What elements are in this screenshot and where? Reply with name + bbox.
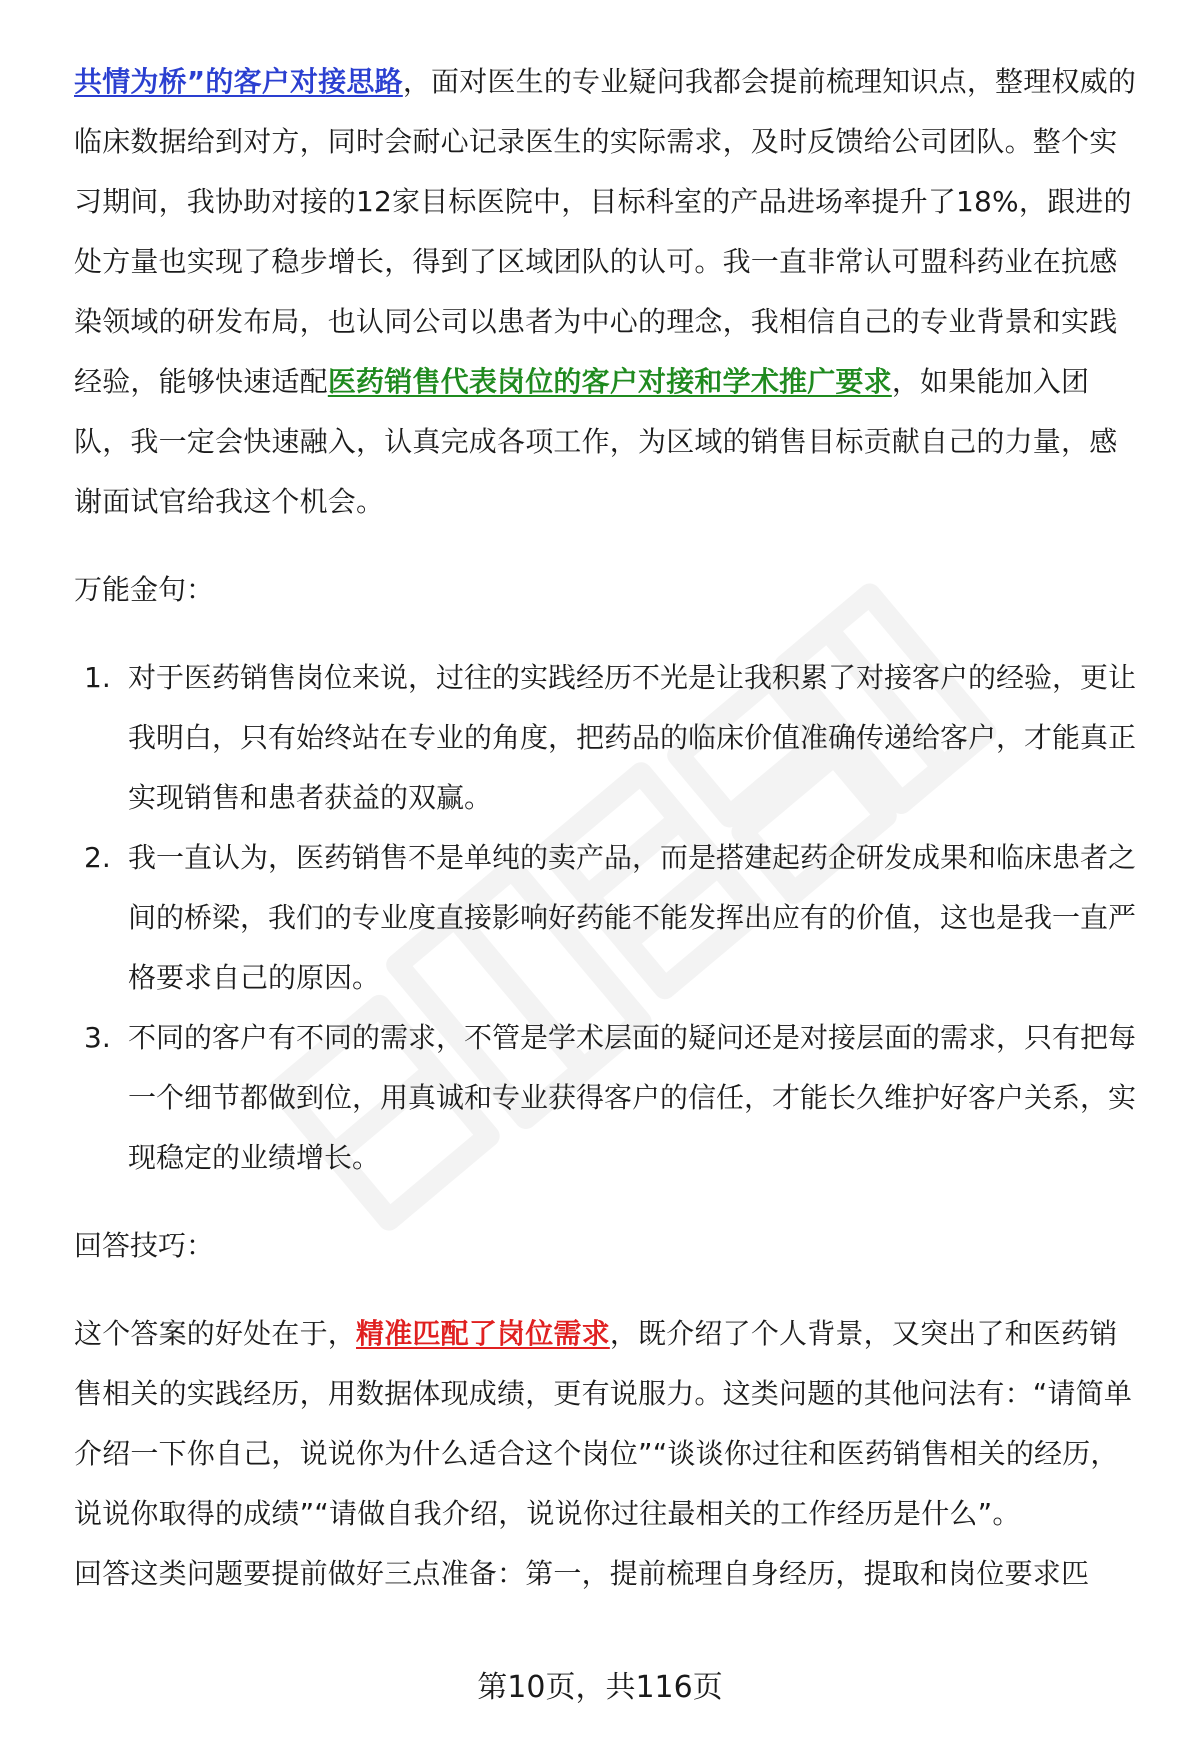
list-item-text: 对于医药销售岗位来说，过往的实践经历不光是让我积累了对接客户的经验，更让我明白，只有始终站在专业的角度，把药品的临床价值准确传递给客户，才能真正实现销售和患者获益的双赢。 [128,661,1137,814]
highlight-role-requirements: 医药销售代表岗位的客户对接和学术推广要求 [327,365,892,398]
list-item [74,648,1144,828]
page-footer: 第10页，共116页 [477,1670,723,1705]
list-item-number: 1. [84,661,111,694]
golden-sentences-label: 万能金句： [74,573,215,606]
golden-sentences-list [74,648,1144,1188]
list-item [74,828,1144,1008]
intro-text-2: ，如果能加入团队，我一定会快速融入，认真完成各项工作，为区域的销售目标贡献自己的力量，感谢面试官给我这个机会。 [74,365,1118,518]
intro-text-1: ，面对医生的专业疑问我都会提前梳理知识点，整理权威的临床数据给到对方，同时会耐心记录医生的实际需求，及时反馈给公司团队。整个实习期间，我协助对接的12家目标医院中，目标科室的产品进场率提升了18%，跟进的处方量也实现了稳步增长，得到了区域团队的认可。我一直非常认可盟科药业在抗感染领域的研发布局，也认同公司以患者为中心的理念，我相信自己的专业背景和实践经验，能够快速适配 [74,65,1137,398]
highlight-client-approach: 共情为桥”的客户对接思路 [74,65,403,98]
tips-paragraph [74,1304,1144,1544]
tips-preparation-paragraph: 回答这类问题要提前做好三点准备：第一，提前梳理自身经历，提取和岗位要求匹 [74,1557,1090,1590]
list-item [74,1008,1144,1188]
list-item-text: 不同的客户有不同的需求，不管是学术层面的疑问还是对接层面的需求，只有把每一个细节都做到位，用真诚和专业获得客户的信任，才能长久维护好客户关系，实现稳定的业绩增长。 [128,1021,1137,1174]
tips-text-1: 这个答案的好处在于， [74,1317,357,1350]
answer-tips-label: 回答技巧： [74,1229,215,1262]
list-item-text: 我一直认为，医药销售不是单纯的卖产品，而是搭建起药企研发成果和临床患者之间的桥梁，我们的专业度直接影响好药能不能发挥出应有的价值，这也是我一直严格要求自己的原因。 [128,841,1137,994]
main-content [74,52,1144,1604]
list-item-number: 2. [84,841,111,874]
list-item-number: 3. [84,1021,111,1054]
highlight-job-match: 精准匹配了岗位需求 [356,1317,610,1350]
intro-paragraph [74,52,1144,532]
tips-text-2: ，既介绍了个人背景，又突出了和医药销售相关的实践经历，用数据体现成绩，更有说服力。这类问题的其他问法有：“请简单介绍一下你自己，说说你为什么适合这个岗位”“谈谈你过往和医药销售相关的经历，说说你取得的成绩”“请做自我介绍，说说你过往最相关的工作经历是什么”。 [74,1317,1133,1530]
